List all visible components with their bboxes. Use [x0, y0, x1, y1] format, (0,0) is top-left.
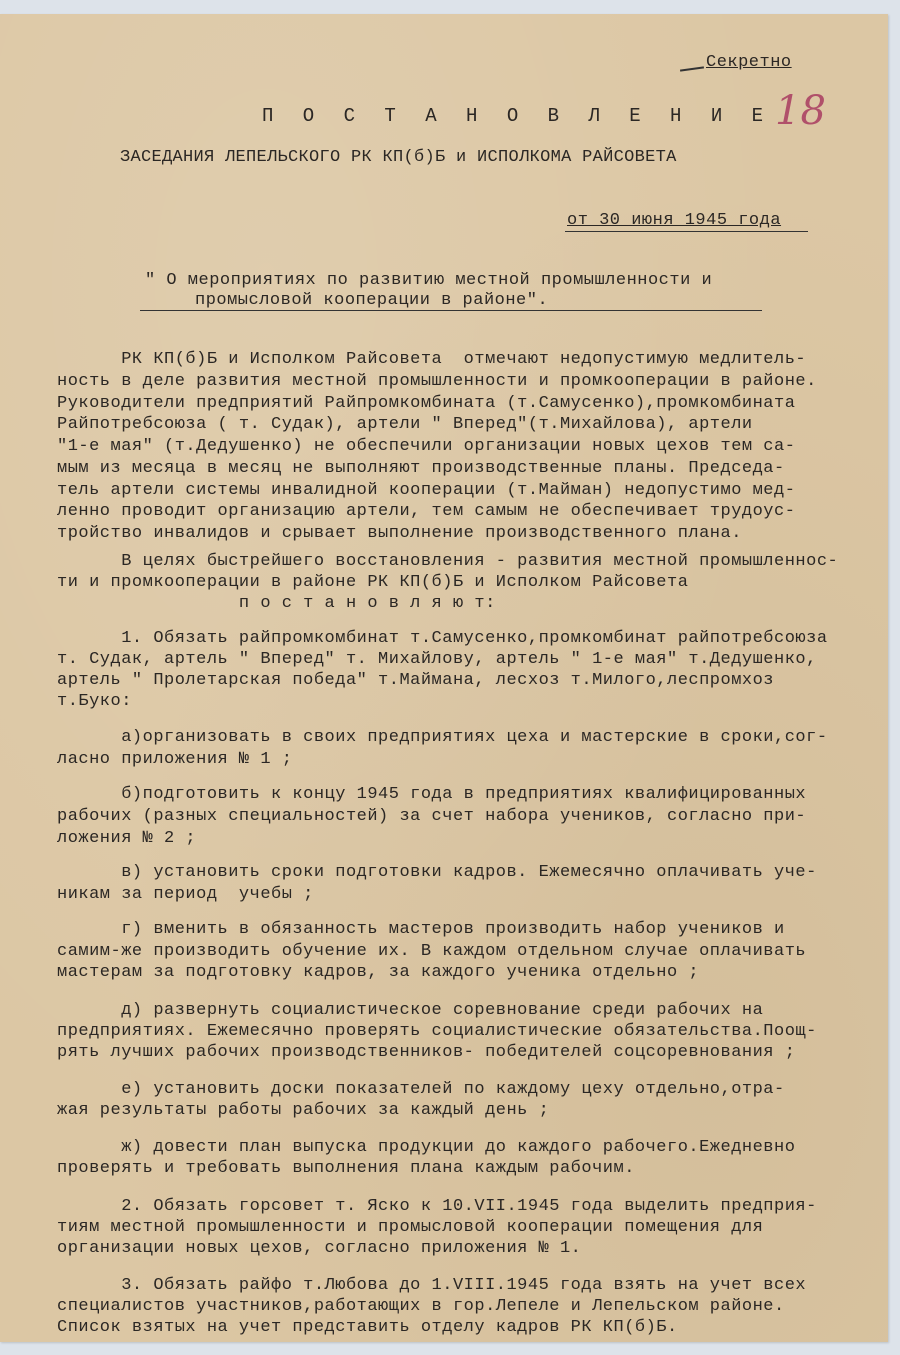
- document-subtitle: ЗАСЕДАНИЯ ЛЕПЕЛЬСКОГО РК КП(б)Б и ИСПОЛКОМА РАЙСОВЕТА: [120, 148, 677, 167]
- classification-stamp: Секретно: [706, 53, 792, 72]
- page-number: 18: [775, 88, 826, 134]
- item-2-line: 2. Обязать горсовет т. Яско к 10.VII.1945 года выделить предприя-: [57, 1197, 817, 1216]
- preamble-line: ность в деле развития местной промышленности и промкооперации в районе.: [57, 372, 817, 391]
- preamble-line: РК КП(б)Б и Исполком Райсовета отмечают недопустимую медлитель-: [57, 350, 807, 369]
- item-1-line: 1. Обязать райпромкомбинат т.Самусенко,промкомбинат райпотребсоюза: [57, 629, 828, 648]
- item-1-line: т.Буко:: [57, 692, 132, 711]
- item-1d-line: рять лучших рабочих производственников- победителей соцсоревнования ;: [57, 1043, 796, 1062]
- topic-underline: [140, 310, 762, 311]
- resolution-intro-line: ти и промкооперации в районе РК КП(б)Б и Исполком Райсовета: [57, 573, 689, 592]
- preamble-line: ленно проводит организацию артели, тем самым не обеспечивает трудоус-: [57, 502, 796, 521]
- item-1d-line: предприятиях. Ежемесячно проверять социалистические обязательства.Поощ-: [57, 1022, 817, 1041]
- item-1a-line: ласно приложения № 1 ;: [57, 750, 293, 769]
- item-2-line: организации новых цехов, согласно приложения № 1.: [57, 1239, 582, 1258]
- resolution-intro-line: В целях быстрейшего восстановления - развития местной промышленнос-: [57, 552, 839, 571]
- item-1b-line: рабочих (разных специальностей) за счет набора учеников, согласно при-: [57, 807, 807, 826]
- item-1-line: артель " Пролетарская победа" т.Маймана, лесхоз т.Милого,леспромхоз: [57, 671, 775, 690]
- item-1g-line: мастерам за подготовку кадров, за каждого ученика отдельно ;: [57, 963, 700, 982]
- preamble-line: мым из месяца в месяц не выполняют производственные планы. Председа-: [57, 459, 785, 478]
- topic-line-2: промысловой кооперации в районе".: [195, 291, 549, 310]
- date-underline: [565, 231, 808, 232]
- item-1d-line: д) развернуть социалистическое соревнование среди рабочих на: [57, 1001, 764, 1020]
- item-3-line: Список взятых на учет представить отделу кадров РК КП(б)Б.: [57, 1318, 678, 1337]
- item-1v-line: в) установить сроки подготовки кадров. Ежемесячно оплачивать уче-: [57, 863, 817, 882]
- preamble-line: Руководители предприятий Райпромкомбината (т.Самусенко),промкомбината: [57, 394, 796, 413]
- item-2-line: тиям местной промышленности и промысловой кооперации помещения для: [57, 1218, 764, 1237]
- preamble-line: "1-е мая" (т.Дедушенко) не обеспечили организации новых цехов тем са-: [57, 437, 796, 456]
- item-1e-line: жая результаты работы рабочих за каждый день ;: [57, 1101, 550, 1120]
- preamble-line: тель артели системы инвалидной кооперации (т.Майман) недопустимо мед-: [57, 481, 796, 500]
- item-1g-line: самим-же производить обучение их. В каждом отдельном случае оплачивать: [57, 942, 807, 961]
- document-title: П О С Т А Н О В Л Е Н И Е: [262, 105, 773, 127]
- item-1b-line: ложения № 2 ;: [57, 829, 197, 848]
- preamble-line: тройство инвалидов и срывает выполнение производственного плана.: [57, 524, 742, 543]
- item-1g-line: г) вменить в обязанность мастеров производить набор учеников и: [57, 920, 785, 939]
- topic-line-1: " О мероприятиях по развитию местной промышленности и: [145, 271, 713, 290]
- item-3-line: специалистов участников,работающих в гор.Лепеле и Лепельском районе.: [57, 1297, 785, 1316]
- item-1zh-line: ж) довести план выпуска продукции до каждого рабочего.Ежедневно: [57, 1138, 796, 1157]
- item-1v-line: никам за период учебы ;: [57, 885, 314, 904]
- item-1a-line: а)организовать в своих предприятиях цеха и мастерские в сроки,сог-: [57, 728, 828, 747]
- item-1-line: т. Судак, артель " Вперед" т. Михайлову, артель " 1-е мая" т.Дедушенко,: [57, 650, 817, 669]
- document-date: от 30 июня 1945 года: [567, 211, 782, 230]
- preamble-line: Райпотребсоюза ( т. Судак), артели " Вперед"(т.Михайлова), артели: [57, 415, 753, 434]
- item-3-line: 3. Обязать райфо т.Любова до 1.VIII.1945 года взять на учет всех: [57, 1276, 807, 1295]
- resolution-heading: п о с т а н о в л я ю т:: [57, 594, 496, 613]
- item-1b-line: б)подготовить к концу 1945 года в предприятиях квалифицированных: [57, 785, 807, 804]
- item-1zh-line: проверять и требовать выполнения плана каждым рабочим.: [57, 1159, 635, 1178]
- item-1e-line: е) установить доски показателей по каждому цеху отдельно,отра-: [57, 1080, 785, 1099]
